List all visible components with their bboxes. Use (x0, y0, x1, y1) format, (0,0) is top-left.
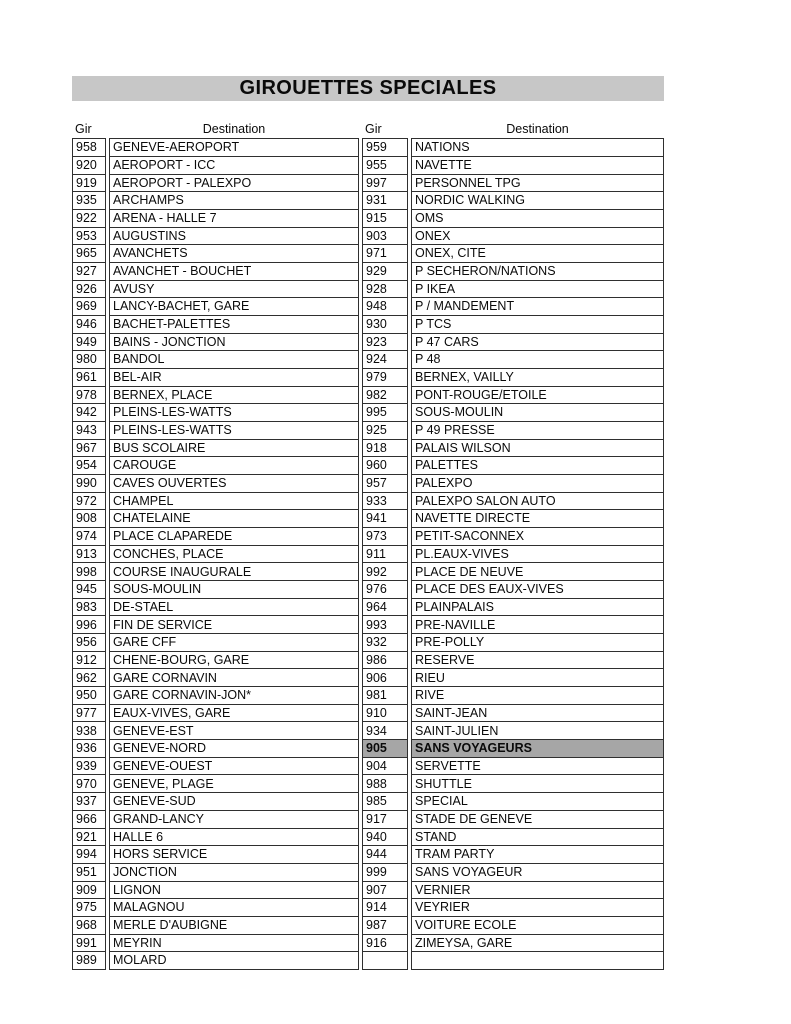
gir-cell: 956 (72, 634, 106, 652)
gir-cell: 927 (72, 263, 106, 281)
gir-cell: 988 (362, 775, 408, 793)
destination-cell: GENEVE-OUEST (109, 758, 359, 776)
table-row (72, 740, 664, 758)
destination-cell: P / MANDEMENT (411, 298, 664, 316)
girouettes-table (69, 138, 667, 970)
destination-cell: ARCHAMPS (109, 192, 359, 210)
table-row (72, 281, 664, 299)
gir-cell: 982 (362, 387, 408, 405)
gir-cell: 965 (72, 245, 106, 263)
destination-cell: P SECHERON/NATIONS (411, 263, 664, 281)
destination-cell: AUGUSTINS (109, 228, 359, 246)
destination-cell: VERNIER (411, 882, 664, 900)
destination-cell: GENEVE-SUD (109, 793, 359, 811)
gir-cell: 966 (72, 811, 106, 829)
destination-cell: CAROUGE (109, 457, 359, 475)
gir-cell: 975 (72, 899, 106, 917)
gir-cell: 913 (72, 546, 106, 564)
gir-cell: 993 (362, 616, 408, 634)
destination-cell: PLACE DES EAUX-VIVES (411, 581, 664, 599)
table-row (72, 493, 664, 511)
gir-cell: 907 (362, 882, 408, 900)
table-row (72, 387, 664, 405)
gir-cell: 930 (362, 316, 408, 334)
destination-cell: BEL-AIR (109, 369, 359, 387)
destination-cell: VEYRIER (411, 899, 664, 917)
destination-cell: ONEX (411, 228, 664, 246)
gir-cell: 924 (362, 351, 408, 369)
destination-cell: AEROPORT - ICC (109, 157, 359, 175)
gir-cell: 932 (362, 634, 408, 652)
table-row (72, 138, 664, 157)
table-row (72, 334, 664, 352)
gir-cell: 948 (362, 298, 408, 316)
gir-cell: 983 (72, 599, 106, 617)
destination-cell: SERVETTE (411, 758, 664, 776)
table-row (72, 245, 664, 263)
destination-cell: SAINT-JEAN (411, 705, 664, 723)
gir-cell: 921 (72, 829, 106, 847)
gir-cell: 997 (362, 175, 408, 193)
gir-cell: 928 (362, 281, 408, 299)
column-header-gir-left: Gir (75, 122, 92, 136)
destination-cell: ONEX, CITE (411, 245, 664, 263)
page-title: GIROUETTES SPECIALES (239, 77, 497, 99)
destination-cell: CHAMPEL (109, 493, 359, 511)
destination-cell: PLACE DE NEUVE (411, 563, 664, 581)
gir-cell: 918 (362, 440, 408, 458)
gir-cell: 925 (362, 422, 408, 440)
destination-cell: PALAIS WILSON (411, 440, 664, 458)
gir-cell: 970 (72, 775, 106, 793)
table-row (72, 510, 664, 528)
destination-cell: NAVETTE (411, 157, 664, 175)
gir-cell: 960 (362, 457, 408, 475)
gir-cell: 942 (72, 404, 106, 422)
gir-cell: 914 (362, 899, 408, 917)
column-headers (69, 110, 667, 138)
gir-cell: 943 (72, 422, 106, 440)
destination-cell: ARENA - HALLE 7 (109, 210, 359, 228)
destination-cell: LANCY-BACHET, GARE (109, 298, 359, 316)
gir-cell: 964 (362, 599, 408, 617)
gir-cell (362, 952, 408, 970)
destination-cell: ZIMEYSA, GARE (411, 935, 664, 953)
destination-cell: SAINT-JULIEN (411, 722, 664, 740)
table-row (72, 669, 664, 687)
destination-cell: CHENE-BOURG, GARE (109, 652, 359, 670)
destination-cell: PERSONNEL TPG (411, 175, 664, 193)
gir-cell: 986 (362, 652, 408, 670)
table-row (72, 829, 664, 847)
destination-cell: PETIT-SACONNEX (411, 528, 664, 546)
destination-cell: NAVETTE DIRECTE (411, 510, 664, 528)
table-row (72, 758, 664, 776)
table-row (72, 722, 664, 740)
table-row (72, 351, 664, 369)
gir-cell: 962 (72, 669, 106, 687)
gir-cell: 955 (362, 157, 408, 175)
destination-cell: BERNEX, VAILLY (411, 369, 664, 387)
table-row (72, 846, 664, 864)
title-banner (72, 76, 664, 101)
destination-cell: PALETTES (411, 457, 664, 475)
gir-cell: 996 (72, 616, 106, 634)
table-row (72, 882, 664, 900)
column-header-gir-right: Gir (365, 122, 382, 136)
gir-cell: 911 (362, 546, 408, 564)
destination-cell: RIEU (411, 669, 664, 687)
column-header-destination-right: Destination (506, 122, 569, 136)
destination-cell: P 48 (411, 351, 664, 369)
destination-cell: PLEINS-LES-WATTS (109, 404, 359, 422)
gir-cell: 940 (362, 829, 408, 847)
destination-cell: SANS VOYAGEURS (411, 740, 664, 758)
gir-cell: 915 (362, 210, 408, 228)
gir-cell: 906 (362, 669, 408, 687)
gir-cell: 909 (72, 882, 106, 900)
table-row (72, 175, 664, 193)
destination-cell: SPECIAL (411, 793, 664, 811)
destination-cell: CONCHES, PLACE (109, 546, 359, 564)
gir-cell: 989 (72, 952, 106, 970)
destination-cell: GARE CFF (109, 634, 359, 652)
destination-cell: BUS SCOLAIRE (109, 440, 359, 458)
table-row (72, 210, 664, 228)
destination-cell: NORDIC WALKING (411, 192, 664, 210)
destination-cell: BACHET-PALETTES (109, 316, 359, 334)
gir-cell: 999 (362, 864, 408, 882)
destination-cell: P 47 CARS (411, 334, 664, 352)
gir-cell: 985 (362, 793, 408, 811)
gir-cell: 937 (72, 793, 106, 811)
gir-cell: 995 (362, 404, 408, 422)
destination-cell: FIN DE SERVICE (109, 616, 359, 634)
gir-cell: 905 (362, 740, 408, 758)
table-row (72, 422, 664, 440)
destination-cell: GENEVE-AEROPORT (109, 138, 359, 157)
gir-cell: 998 (72, 563, 106, 581)
destination-cell: HORS SERVICE (109, 846, 359, 864)
gir-cell: 974 (72, 528, 106, 546)
gir-cell: 977 (72, 705, 106, 723)
table-row (72, 705, 664, 723)
table-row (72, 457, 664, 475)
destination-cell: TRAM PARTY (411, 846, 664, 864)
destination-cell: AVANCHET - BOUCHET (109, 263, 359, 281)
destination-cell: STADE DE GENEVE (411, 811, 664, 829)
gir-cell: 934 (362, 722, 408, 740)
gir-cell: 976 (362, 581, 408, 599)
destination-cell: GARE CORNAVIN-JON* (109, 687, 359, 705)
column-header-destination-left: Destination (202, 122, 266, 136)
table-row (72, 952, 664, 970)
gir-cell: 908 (72, 510, 106, 528)
destination-cell: PLEINS-LES-WATTS (109, 422, 359, 440)
gir-cell: 968 (72, 917, 106, 935)
table-row (72, 563, 664, 581)
table-row (72, 793, 664, 811)
gir-cell: 926 (72, 281, 106, 299)
destination-cell: GENEVE, PLAGE (109, 775, 359, 793)
gir-cell: 938 (72, 722, 106, 740)
gir-cell: 971 (362, 245, 408, 263)
destination-cell (411, 952, 664, 970)
gir-cell: 969 (72, 298, 106, 316)
gir-cell: 951 (72, 864, 106, 882)
gir-cell: 967 (72, 440, 106, 458)
destination-cell: PALEXPO SALON AUTO (411, 493, 664, 511)
gir-cell: 923 (362, 334, 408, 352)
table-row (72, 475, 664, 493)
destination-cell: PLAINPALAIS (411, 599, 664, 617)
table-row (72, 811, 664, 829)
table-row (72, 528, 664, 546)
table-row (72, 634, 664, 652)
table-row (72, 263, 664, 281)
gir-cell: 917 (362, 811, 408, 829)
gir-cell: 904 (362, 758, 408, 776)
destination-cell: SHUTTLE (411, 775, 664, 793)
table-body (72, 138, 664, 970)
destination-cell: MERLE D'AUBIGNE (109, 917, 359, 935)
table-row (72, 404, 664, 422)
table-row (72, 192, 664, 210)
gir-cell: 916 (362, 935, 408, 953)
gir-cell: 929 (362, 263, 408, 281)
gir-cell: 920 (72, 157, 106, 175)
destination-cell: RIVE (411, 687, 664, 705)
destination-cell: COURSE INAUGURALE (109, 563, 359, 581)
table-row (72, 440, 664, 458)
gir-cell: 912 (72, 652, 106, 670)
gir-cell: 953 (72, 228, 106, 246)
gir-cell: 946 (72, 316, 106, 334)
gir-cell: 922 (72, 210, 106, 228)
destination-cell: AVANCHETS (109, 245, 359, 263)
gir-cell: 944 (362, 846, 408, 864)
table-row (72, 652, 664, 670)
gir-cell: 994 (72, 846, 106, 864)
gir-cell: 941 (362, 510, 408, 528)
destination-cell: P 49 PRESSE (411, 422, 664, 440)
destination-cell: CHATELAINE (109, 510, 359, 528)
destination-cell: P IKEA (411, 281, 664, 299)
destination-cell: PONT-ROUGE/ETOILE (411, 387, 664, 405)
table-row (72, 775, 664, 793)
table-row (72, 687, 664, 705)
destination-cell: PRE-NAVILLE (411, 616, 664, 634)
destination-cell: VOITURE ECOLE (411, 917, 664, 935)
gir-cell: 933 (362, 493, 408, 511)
gir-cell: 991 (72, 935, 106, 953)
destination-cell: HALLE 6 (109, 829, 359, 847)
gir-cell: 958 (72, 138, 106, 157)
gir-cell: 945 (72, 581, 106, 599)
table-row (72, 546, 664, 564)
table-row (72, 581, 664, 599)
destination-cell: PL.EAUX-VIVES (411, 546, 664, 564)
destination-cell: MALAGNOU (109, 899, 359, 917)
destination-cell: MEYRIN (109, 935, 359, 953)
destination-cell: PALEXPO (411, 475, 664, 493)
destination-cell: DE-STAEL (109, 599, 359, 617)
gir-cell: 919 (72, 175, 106, 193)
gir-cell: 954 (72, 457, 106, 475)
destination-cell: GENEVE-EST (109, 722, 359, 740)
destination-cell: BAINS - JONCTION (109, 334, 359, 352)
table-row (72, 935, 664, 953)
destination-cell: SOUS-MOULIN (411, 404, 664, 422)
destination-cell: LIGNON (109, 882, 359, 900)
destination-cell: OMS (411, 210, 664, 228)
gir-cell: 935 (72, 192, 106, 210)
destination-cell: P TCS (411, 316, 664, 334)
table-row (72, 369, 664, 387)
destination-cell: EAUX-VIVES, GARE (109, 705, 359, 723)
destination-cell: GRAND-LANCY (109, 811, 359, 829)
gir-cell: 903 (362, 228, 408, 246)
destination-cell: PRE-POLLY (411, 634, 664, 652)
destination-cell: SANS VOYAGEUR (411, 864, 664, 882)
destination-cell: STAND (411, 829, 664, 847)
gir-cell: 939 (72, 758, 106, 776)
destination-cell: GENEVE-NORD (109, 740, 359, 758)
gir-cell: 990 (72, 475, 106, 493)
table-row (72, 616, 664, 634)
destination-cell: BANDOL (109, 351, 359, 369)
table-row (72, 298, 664, 316)
destination-cell: PLACE CLAPAREDE (109, 528, 359, 546)
gir-cell: 992 (362, 563, 408, 581)
table-row (72, 157, 664, 175)
table-row (72, 899, 664, 917)
gir-cell: 910 (362, 705, 408, 723)
gir-cell: 961 (72, 369, 106, 387)
gir-cell: 981 (362, 687, 408, 705)
destination-cell: AVUSY (109, 281, 359, 299)
destination-cell: MOLARD (109, 952, 359, 970)
destination-cell: RESERVE (411, 652, 664, 670)
table-row (72, 864, 664, 882)
gir-cell: 959 (362, 138, 408, 157)
gir-cell: 987 (362, 917, 408, 935)
gir-cell: 973 (362, 528, 408, 546)
gir-cell: 980 (72, 351, 106, 369)
gir-cell: 978 (72, 387, 106, 405)
table-row (72, 316, 664, 334)
gir-cell: 957 (362, 475, 408, 493)
gir-cell: 931 (362, 192, 408, 210)
gir-cell: 972 (72, 493, 106, 511)
gir-cell: 936 (72, 740, 106, 758)
gir-cell: 979 (362, 369, 408, 387)
destination-cell: AEROPORT - PALEXPO (109, 175, 359, 193)
destination-cell: CAVES OUVERTES (109, 475, 359, 493)
destination-cell: BERNEX, PLACE (109, 387, 359, 405)
destination-cell: NATIONS (411, 138, 664, 157)
table-row (72, 917, 664, 935)
gir-cell: 950 (72, 687, 106, 705)
destination-cell: SOUS-MOULIN (109, 581, 359, 599)
destination-cell: GARE CORNAVIN (109, 669, 359, 687)
destination-cell: JONCTION (109, 864, 359, 882)
table-row (72, 228, 664, 246)
gir-cell: 949 (72, 334, 106, 352)
table-row (72, 599, 664, 617)
